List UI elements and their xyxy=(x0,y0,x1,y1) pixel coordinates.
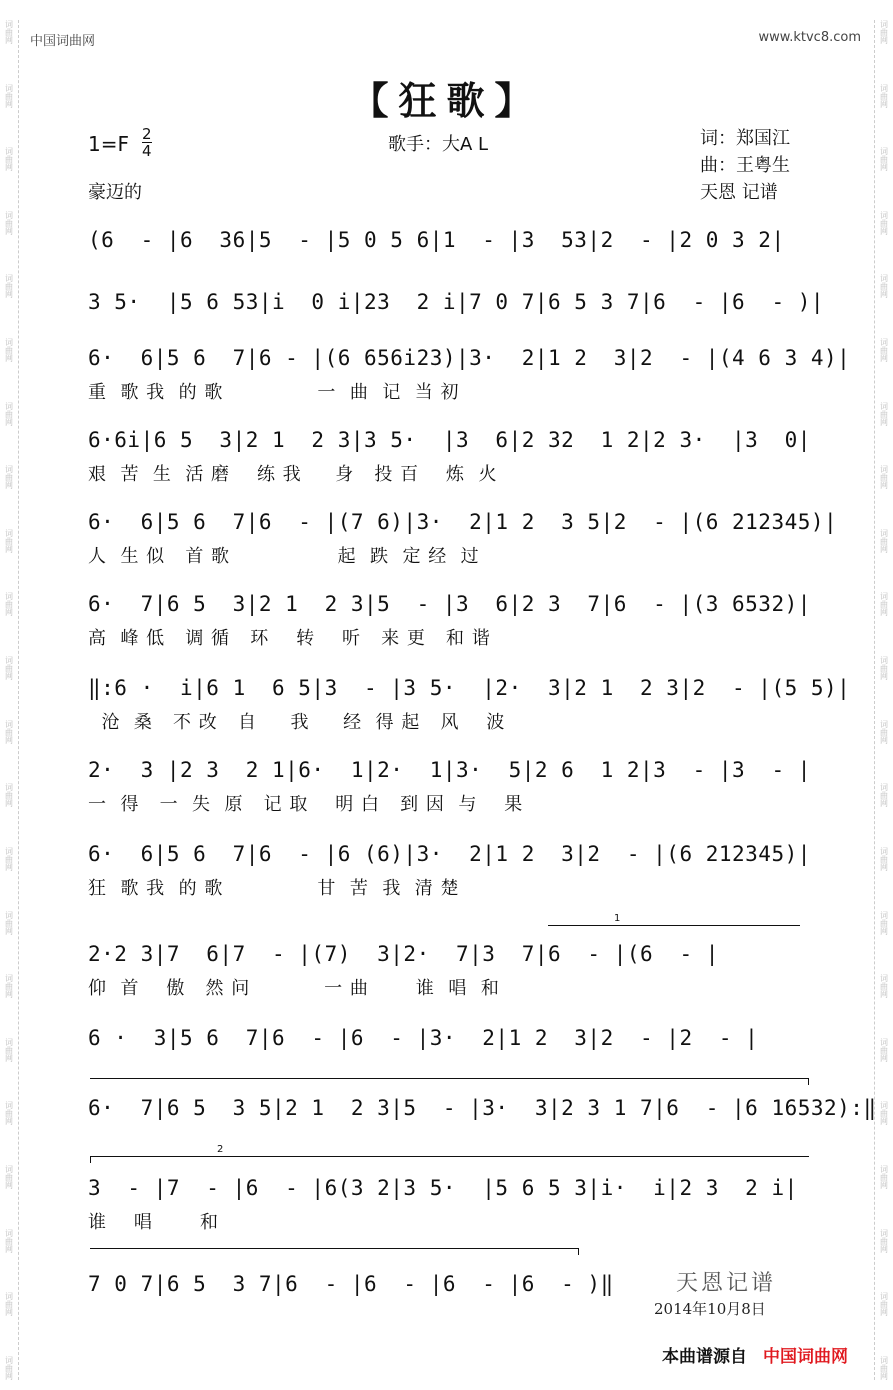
watermark-text: 词曲网 xyxy=(4,592,14,617)
watermark-text: 词曲网 xyxy=(4,783,14,808)
watermark-text: 词曲网 xyxy=(879,1164,889,1189)
volta-bracket-1-continued xyxy=(90,1078,809,1085)
notation-line: 2· 3 |2 3 2 1|6· 1|2· 1|3· 5|2 6 1 2|3 - |3 - | xyxy=(88,758,811,782)
watermark-text: 词曲网 xyxy=(4,974,14,999)
volta-bracket-1 xyxy=(548,913,800,926)
watermark-text: 词曲网 xyxy=(4,147,14,172)
volta-number-1: 1 xyxy=(614,913,621,924)
lyric-line: 人 生 似 首 歌 起 跌 定 经 过 xyxy=(88,546,480,567)
lyric-line: 谁 唱 和 xyxy=(88,1212,219,1233)
watermark-text: 词曲网 xyxy=(879,719,889,744)
watermark-text: 词曲网 xyxy=(4,465,14,490)
watermark-text: 词曲网 xyxy=(879,592,889,617)
watermark-text: 词曲网 xyxy=(879,401,889,426)
lyric-line: 仰 首 傲 然 问 一 曲 谁 唱 和 xyxy=(88,978,500,999)
watermark-text: 词曲网 xyxy=(4,1101,14,1126)
credits xyxy=(700,125,790,206)
watermark-text: 词曲网 xyxy=(4,1037,14,1062)
notation-line: 6· 6|5 6 7|6 - |(6 656i23)|3· 2|1 2 3|2 - |(4 6 3 4)| xyxy=(88,346,851,370)
source-label: 本曲谱源自 xyxy=(662,1347,747,1367)
notation-line: (6 - |6 36|5 - |5 0 5 6|1 - |3 53|2 - |2 0 3 2| xyxy=(88,228,785,252)
watermark-text: 词曲网 xyxy=(4,1164,14,1189)
lyric-line: 一 得 一 失 原 记 取 明 白 到 因 与 果 xyxy=(88,794,524,815)
composer: 曲：王粤生 xyxy=(700,155,790,176)
right-watermark-strip xyxy=(877,20,891,1380)
transcriber-signature: 天恩记谱 xyxy=(676,1271,777,1296)
time-signature-top: 2 xyxy=(142,125,152,143)
left-watermark-strip xyxy=(2,20,16,1380)
lyric-line: 高 峰 低 调 循 环 转 听 来 更 和 谐 xyxy=(88,628,491,649)
watermark-text: 词曲网 xyxy=(879,1101,889,1126)
volta-number-2: 2 xyxy=(217,1144,224,1155)
watermark-text: 词曲网 xyxy=(879,274,889,299)
site-url-top-right[interactable]: www.ktvc8.com xyxy=(758,30,861,45)
watermark-text: 词曲网 xyxy=(879,974,889,999)
watermark-text: 词曲网 xyxy=(4,338,14,363)
lyric-line: 艰 苦 生 活 磨 练 我 身 投 百 炼 火 xyxy=(88,464,498,485)
watermark-text: 词曲网 xyxy=(879,1292,889,1317)
volta-bracket-2 xyxy=(90,1144,809,1163)
watermark-text: 词曲网 xyxy=(879,656,889,681)
notation-line: 6· 7|6 5 3 5|2 1 2 3|5 - |3· 3|2 3 1 7|6 - |6 16532):‖ xyxy=(88,1096,877,1120)
transcriber: 天恩 记谱 xyxy=(700,182,778,203)
singer: 歌手：大A L xyxy=(388,134,489,155)
watermark-text: 词曲网 xyxy=(4,401,14,426)
lyric-line: 重 歌 我 的 歌 一 曲 记 当 初 xyxy=(88,382,460,403)
watermark-text: 词曲网 xyxy=(879,783,889,808)
watermark-text: 词曲网 xyxy=(4,210,14,235)
source-attribution xyxy=(662,1342,848,1367)
time-signature-bottom: 4 xyxy=(142,142,152,160)
notation-line: 6· 6|5 6 7|6 - |(7 6)|3· 2|1 2 3 5|2 - |(6 212345)| xyxy=(88,510,838,534)
key-signature: 1=F xyxy=(88,132,129,156)
notation-line: 6 · 3|5 6 7|6 - |6 - |3· 2|1 2 3|2 - |2 - | xyxy=(88,1026,759,1050)
notation-line: 6·6i|6 5 3|2 1 2 3|3 5· |3 6|2 32 1 2|2 3· |3 0| xyxy=(88,428,811,452)
watermark-text: 词曲网 xyxy=(879,1355,889,1380)
notation-line: 7 0 7|6 5 3 7|6 - |6 - |6 - |6 - )‖ xyxy=(88,1272,614,1296)
notation-line: 6· 6|5 6 7|6 - |6 (6)|3· 2|1 2 3|2 - |(6 212345)| xyxy=(88,842,811,866)
transcription-date: 2014年10月8日 xyxy=(654,1300,766,1318)
watermark-text: 词曲网 xyxy=(4,846,14,871)
watermark-text: 词曲网 xyxy=(879,846,889,871)
watermark-text: 词曲网 xyxy=(4,656,14,681)
watermark-text: 词曲网 xyxy=(4,274,14,299)
watermark-text: 词曲网 xyxy=(879,338,889,363)
time-signature xyxy=(142,126,152,159)
watermark-text: 词曲网 xyxy=(879,20,889,44)
watermark-text: 词曲网 xyxy=(879,1037,889,1062)
watermark-text: 词曲网 xyxy=(879,210,889,235)
lyric-line: 沧 桑 不 改 自 我 经 得 起 风 波 xyxy=(88,712,506,733)
watermark-text: 词曲网 xyxy=(879,83,889,108)
tempo-marking: 豪迈的 xyxy=(88,182,142,203)
source-brand-link[interactable]: 中国词曲网 xyxy=(763,1347,848,1367)
notation-line: 2·2 3|7 6|7 - |(7) 3|2· 7|3 7|6 - |(6 - | xyxy=(88,942,719,966)
lyricist: 词：郑国江 xyxy=(700,128,790,149)
watermark-text: 词曲网 xyxy=(879,910,889,935)
watermark-text: 词曲网 xyxy=(4,719,14,744)
watermark-text: 词曲网 xyxy=(4,910,14,935)
notation-line: ‖:6 · i|6 1 6 5|3 - |3 5· |2· 3|2 1 2 3|2 - |(5 5)| xyxy=(88,676,851,700)
lyric-line: 狂 歌 我 的 歌 甘 苦 我 清 楚 xyxy=(88,878,460,899)
volta-bracket-2-continued xyxy=(90,1248,579,1255)
notation-line: 3 5· |5 6 53|i 0 i|23 2 i|7 0 7|6 5 3 7|6 - |6 - )| xyxy=(88,290,825,314)
watermark-text: 词曲网 xyxy=(4,1355,14,1380)
song-title: 【狂歌】 xyxy=(350,79,543,123)
watermark-text: 词曲网 xyxy=(879,1228,889,1253)
watermark-text: 词曲网 xyxy=(4,1292,14,1317)
notation-line: 3 - |7 - |6 - |6(3 2|3 5· |5 6 5 3|i· i|2 3 2 i| xyxy=(88,1176,798,1200)
watermark-text: 词曲网 xyxy=(4,83,14,108)
watermark-text: 词曲网 xyxy=(879,147,889,172)
watermark-text: 词曲网 xyxy=(4,20,14,44)
watermark-text: 词曲网 xyxy=(4,1228,14,1253)
site-name-top-left[interactable]: 中国词曲网 xyxy=(30,34,96,49)
notation-line: 6· 7|6 5 3|2 1 2 3|5 - |3 6|2 3 7|6 - |(3 6532)| xyxy=(88,592,811,616)
watermark-text: 词曲网 xyxy=(879,528,889,553)
left-border-line xyxy=(18,20,19,1380)
watermark-text: 词曲网 xyxy=(879,465,889,490)
right-border-line xyxy=(874,20,875,1380)
watermark-text: 词曲网 xyxy=(4,528,14,553)
